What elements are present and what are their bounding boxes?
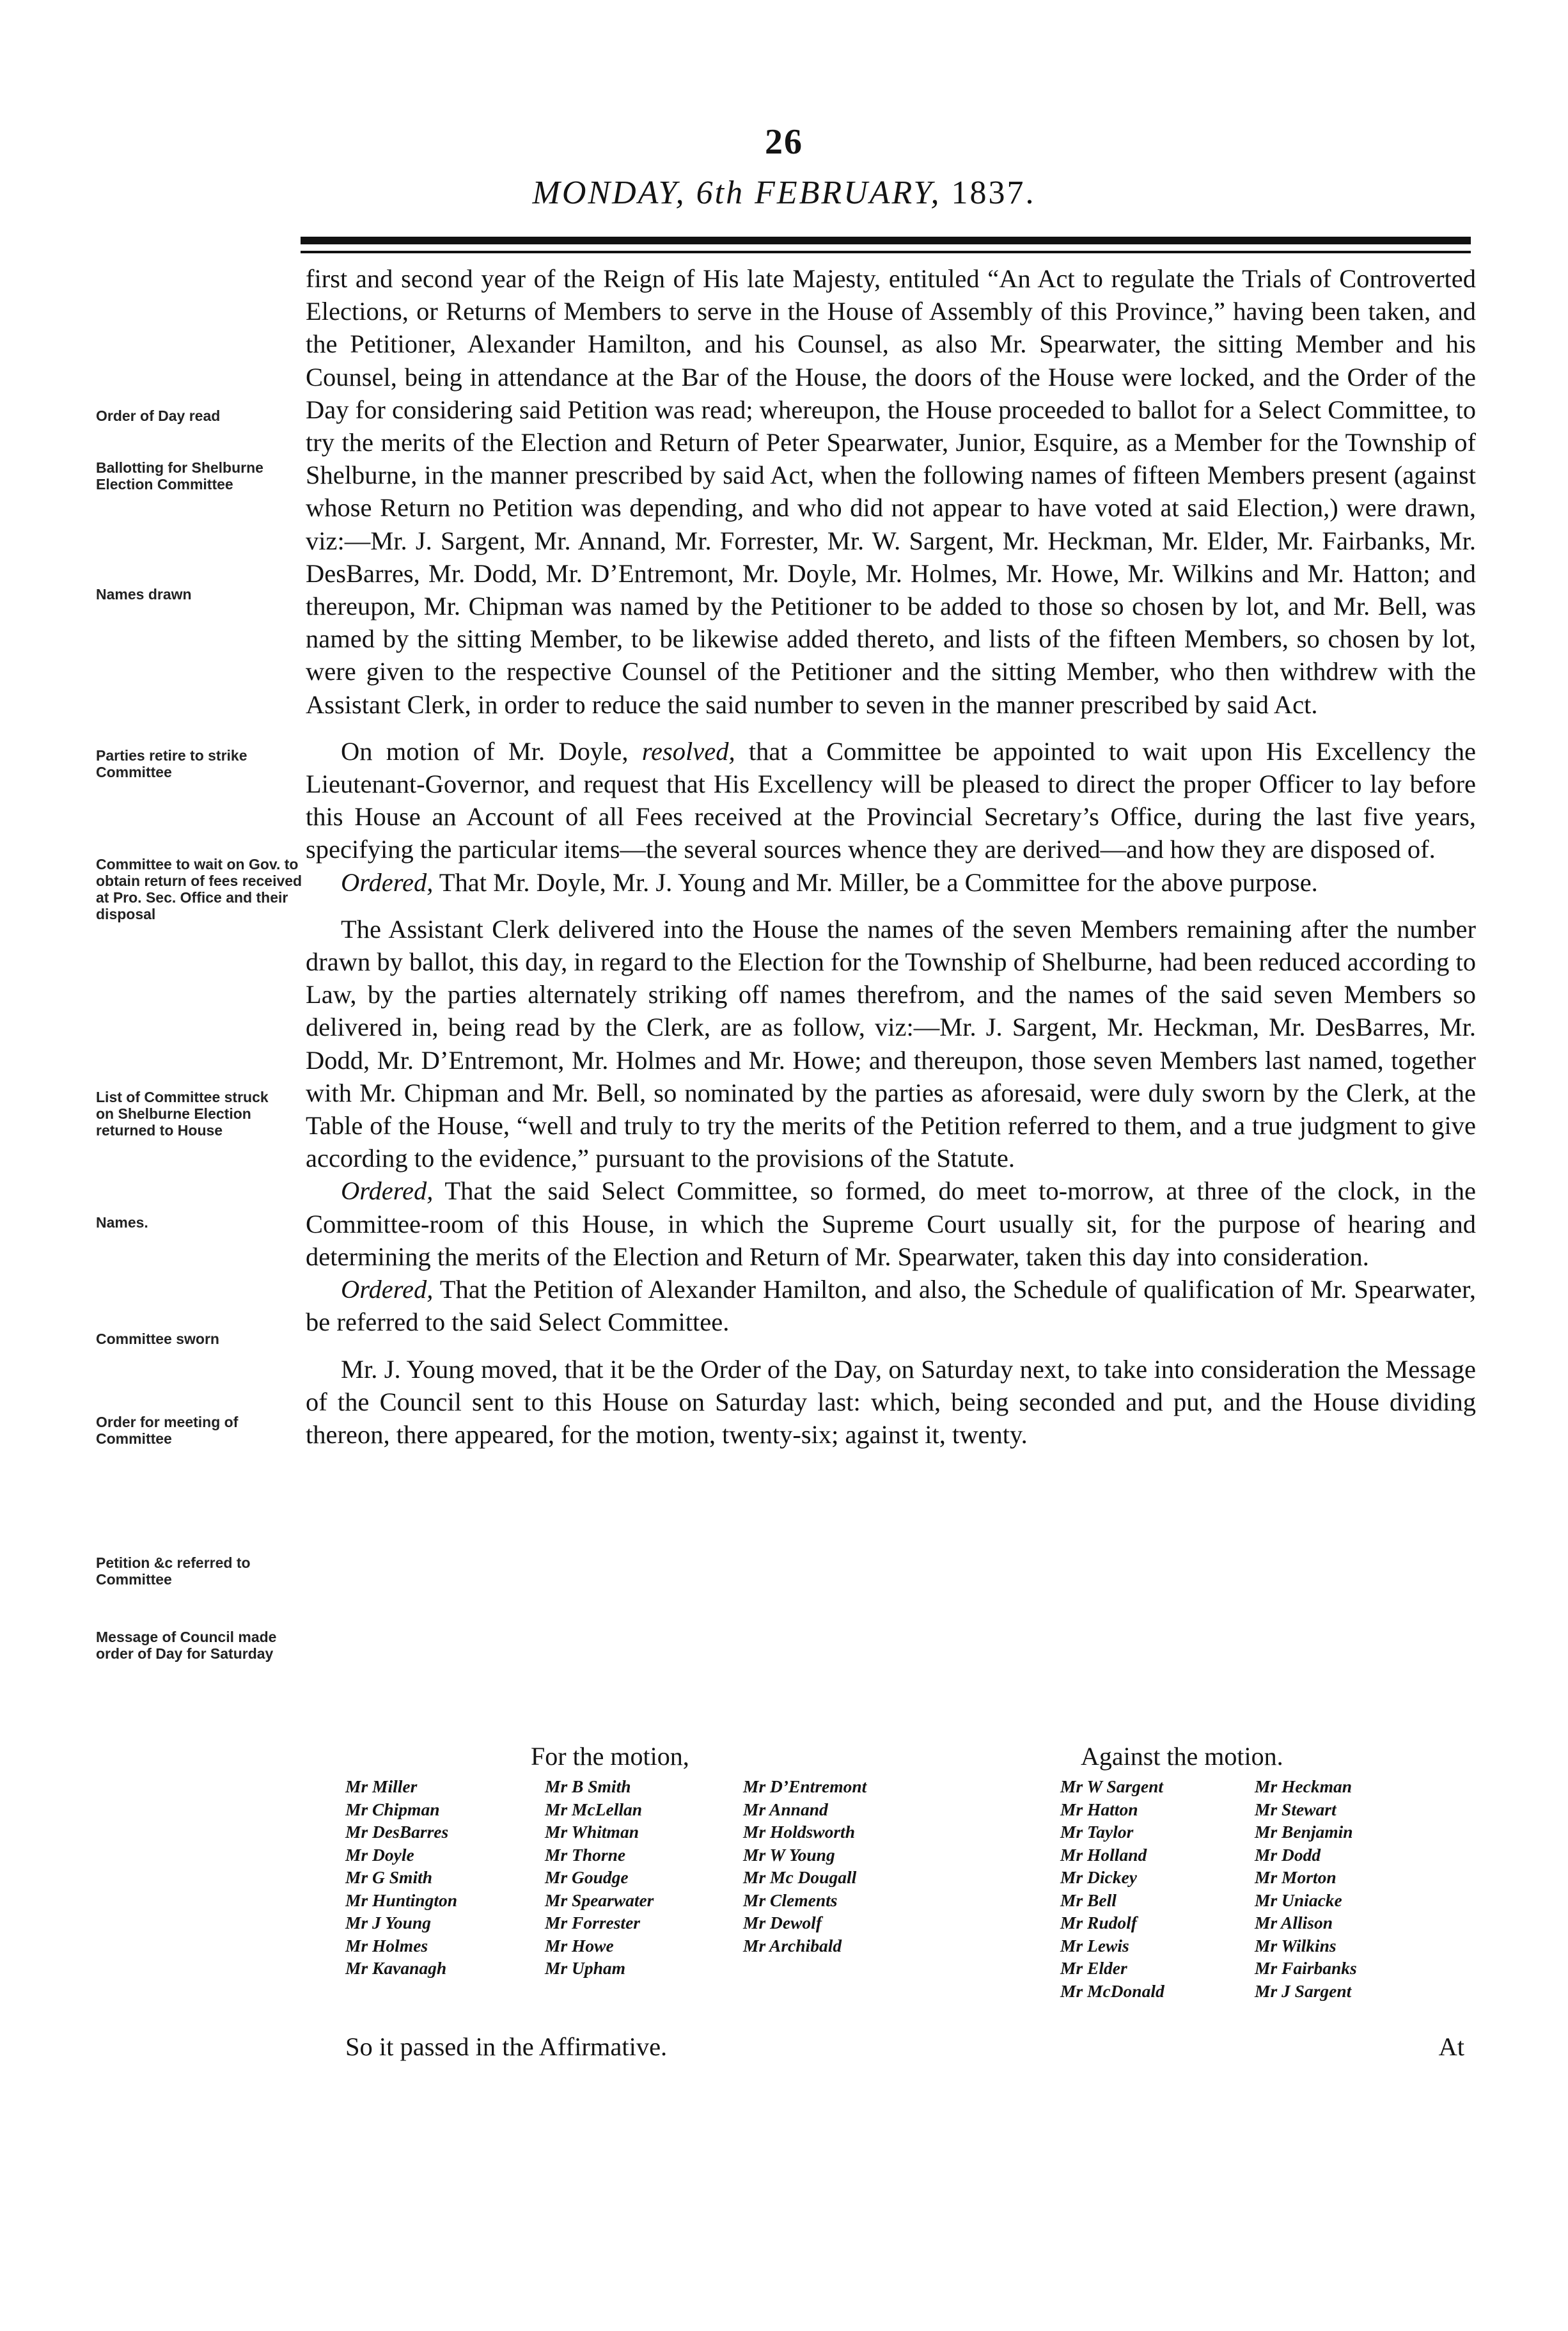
- for-motion-heading: For the motion,: [531, 1742, 689, 1771]
- member-name: Mr W Sargent: [1060, 1776, 1163, 1796]
- margin-note: Message of Council made order of Day for Saturday: [96, 1629, 277, 1662]
- member-name: Mr Morton: [1255, 1867, 1337, 1887]
- member-name: Mr Miller: [345, 1776, 418, 1796]
- member-name: Mr B Smith: [545, 1776, 631, 1796]
- margin-note: List of Committee struck on Shelburne Election returned to House: [96, 1089, 269, 1139]
- member-name: Mr Forrester: [545, 1913, 640, 1932]
- member-name: Mr Clements: [743, 1890, 838, 1910]
- body-text: [306, 262, 1476, 1451]
- member-name: Mr Huntington: [345, 1890, 458, 1910]
- member-name: Mr DesBarres: [345, 1822, 449, 1842]
- member-name: Mr Lewis: [1060, 1935, 1129, 1956]
- margin-note: Order of Day read: [96, 407, 221, 424]
- paragraph: Mr. J. Young moved, that it be the Order of the Day, on Saturday next, to take into consideration the Message of the Council sent to this House on Saturday last: which, being seconded and put, and the House dividing thereon, there appeared, for the motion, twenty-six; against it, twenty.: [306, 1354, 1476, 1449]
- against-motion-heading: Against the motion.: [1081, 1742, 1283, 1771]
- member-name: Mr Mc Dougall: [743, 1867, 857, 1887]
- member-name: Mr Upham: [545, 1958, 626, 1978]
- running-head-day: MONDAY,: [532, 175, 686, 211]
- member-name: Mr McLellan: [545, 1799, 643, 1819]
- member-name: Mr Spearwater: [545, 1890, 654, 1910]
- member-name: Mr Bell: [1060, 1890, 1117, 1910]
- member-name: Mr Hatton: [1060, 1799, 1138, 1819]
- member-name: Mr Rudolf: [1060, 1913, 1137, 1932]
- member-name: Mr Fairbanks: [1255, 1958, 1357, 1978]
- paragraph: [306, 1174, 1476, 1273]
- member-name: Mr Dodd: [1255, 1844, 1321, 1865]
- member-name: Mr D’Entremont: [743, 1776, 867, 1796]
- member-name: Mr Howe: [545, 1935, 614, 1956]
- paragraph-rest: That the Petition of Alexander Hamilton, and also, the Schedule of qualification of Mr. Spearwater, be referred to the said Select Committee.: [306, 1275, 1476, 1337]
- member-name: Mr Holdsworth: [743, 1822, 855, 1842]
- catchword: At: [1438, 2032, 1464, 2061]
- against-names-col-1: [1060, 1775, 1164, 2002]
- margin-note: Committee sworn: [96, 1331, 219, 1347]
- for-names-col-2: [545, 1775, 654, 1980]
- member-name: Mr Doyle: [345, 1844, 414, 1865]
- member-name: Mr Taylor: [1060, 1822, 1134, 1842]
- member-name: Mr Holland: [1060, 1844, 1147, 1865]
- paragraph-rest: that a Committee be appointed to wait upon His Excellency the Lieutenant-Governor, and request that His Excellency will be pleased to direct the proper Officer to lay before this House an Account of all Fees received at the Provincial Secretary’s Office, during the last five years, specifying the particular items—the several sources whence they are derived—and how they are disposed of.: [306, 736, 1476, 864]
- ordered-word: Ordered,: [341, 1275, 434, 1304]
- member-name: Mr W Young: [743, 1844, 835, 1865]
- margin-note: Parties retire to strike Committee: [96, 747, 247, 780]
- margin-note: Names.: [96, 1214, 148, 1231]
- member-name: Mr Annand: [743, 1799, 828, 1819]
- paragraph-rest: That the said Select Committee, so formed, do meet to-morrow, at three of the clock, in the Committee-room of this House, in which the Supreme Court usually sit, for the purpose of hearing and determining the merits of the Election and Return of Mr. Spearwater, taken this day into consideration.: [306, 1176, 1476, 1271]
- member-name: Mr McDonald: [1060, 1980, 1164, 2001]
- member-name: Mr Heckman: [1255, 1776, 1352, 1796]
- for-names-col-1: [345, 1775, 457, 1980]
- member-name: Mr Goudge: [545, 1867, 629, 1887]
- member-name: Mr Thorne: [545, 1844, 626, 1865]
- header-rule-thick: [301, 237, 1471, 244]
- member-name: Mr J Sargent: [1255, 1980, 1352, 2001]
- margin-note: Order for meeting of Committee: [96, 1414, 239, 1447]
- member-name: Mr Holmes: [345, 1935, 428, 1956]
- running-head: [0, 174, 1568, 212]
- against-names-col-2: [1255, 1775, 1357, 2002]
- margin-note: Petition &c referred to Committee: [96, 1554, 251, 1588]
- closing-line: So it passed in the Affirmative.: [345, 2032, 668, 2061]
- ordered-word: Ordered,: [341, 867, 434, 897]
- running-head-year: 1837.: [951, 175, 1036, 211]
- member-name: Mr G Smith: [345, 1867, 433, 1887]
- header-rule-thin: [301, 251, 1471, 253]
- margin-note: Committee to wait on Gov. to obtain return of fees received at Pro. Sec. Office and their disposal: [96, 856, 302, 922]
- for-names-col-3: [743, 1775, 866, 1957]
- member-name: Mr Kavanagh: [345, 1958, 447, 1978]
- paragraph: first and second year of the Reign of His late Majesty, entituled “An Act to regulate the Trials of Controverted Elections, or Returns of Members to serve in the House of Assembly of this Province,” having been taken, and the Petitioner, Alexander Hamilton, and his Counsel, as also Mr. Spearwater, the sitting Member and his Counsel, being in attendance at the Bar of the House, the doors of the House were locked, and the Order of the Day for considering said Petition was read; whereupon, the House proceeded to ballot for a Select Committee, to try the merits of the Election and Return of Peter Spearwater, Junior, Esquire, as a Member for the Township of Shelburne, in the manner prescribed by said Act, when the following names of fifteen Members present (against whose Return no Petition was depending, and who did not appear to have voted at said Election,) were drawn, viz:—Mr. J. Sargent, Mr. Annand, Mr. Forrester, Mr. W. Sargent, Mr. Heckman, Mr. Elder, Mr. Fairbanks, Mr. DesBarres, Mr. Dodd, Mr. D’Entremont, Mr. Doyle, Mr. Holmes, Mr. Howe, Mr. Wilkins and Mr. Hatton; and thereupon, Mr. Chipman was named by the Petitioner to be added to those so chosen by lot, and Mr. Bell, was named by the sitting Member, to be likewise added thereto, and lists of the fifteen Members, so chosen by lot, were given to the respective Counsel of the Petitioner and the sitting Member, who then withdrew with the Assistant Clerk, in order to reduce the said number to seven in the manner prescribed by said Act.: [306, 264, 1476, 719]
- margin-note: Ballotting for Shelburne Election Committee: [96, 459, 263, 493]
- member-name: Mr Benjamin: [1255, 1822, 1353, 1842]
- page-number: 26: [765, 122, 803, 162]
- member-name: Mr Dickey: [1060, 1867, 1137, 1887]
- paragraph: [306, 866, 1476, 899]
- member-name: Mr Dewolf: [743, 1913, 822, 1932]
- margin-note: Names drawn: [96, 586, 192, 603]
- paragraph: The Assistant Clerk delivered into the House the names of the seven Members remaining after the number drawn by ballot, this day, in regard to the Election for the Township of Shelburne, had been reduced according to Law, by the parties alternately striking off names therefrom, and the names of the said seven Members so delivered in, being read by the Clerk, are as follow, viz:—Mr. J. Sargent, Mr. Heckman, Mr. DesBarres, Mr. Dodd, Mr. D’Entremont, Mr. Holmes and Mr. Howe; and thereupon, those seven Members last named, together with Mr. Chipman and Mr. Bell, so nominated by the parties as aforesaid, were duly sworn by the Clerk, at the Table of the House, “well and truly to try the merits of the Petition referred to them, and a true judgment to give according to the evidence,” pursuant to the provisions of the Statute.: [306, 914, 1476, 1173]
- member-name: Mr Allison: [1255, 1913, 1333, 1932]
- member-name: Mr Elder: [1060, 1958, 1127, 1978]
- resolved-word: resolved,: [641, 736, 735, 766]
- running-head-date: 6th FEBRUARY,: [696, 175, 941, 211]
- paragraph-rest: That Mr. Doyle, Mr. J. Young and Mr. Miller, be a Committee for the above purpose.: [433, 867, 1318, 897]
- member-name: Mr Stewart: [1255, 1799, 1337, 1819]
- member-name: Mr Whitman: [545, 1822, 639, 1842]
- ordered-word: Ordered,: [341, 1176, 434, 1206]
- paragraph-start: On motion of Mr. Doyle,: [341, 736, 642, 766]
- member-name: Mr Wilkins: [1255, 1935, 1337, 1956]
- paragraph: [306, 1273, 1476, 1338]
- member-name: Mr Chipman: [345, 1799, 440, 1819]
- member-name: Mr Uniacke: [1255, 1890, 1342, 1910]
- member-name: Mr Archibald: [743, 1935, 842, 1956]
- paragraph: [306, 735, 1476, 866]
- member-name: Mr J Young: [345, 1913, 431, 1932]
